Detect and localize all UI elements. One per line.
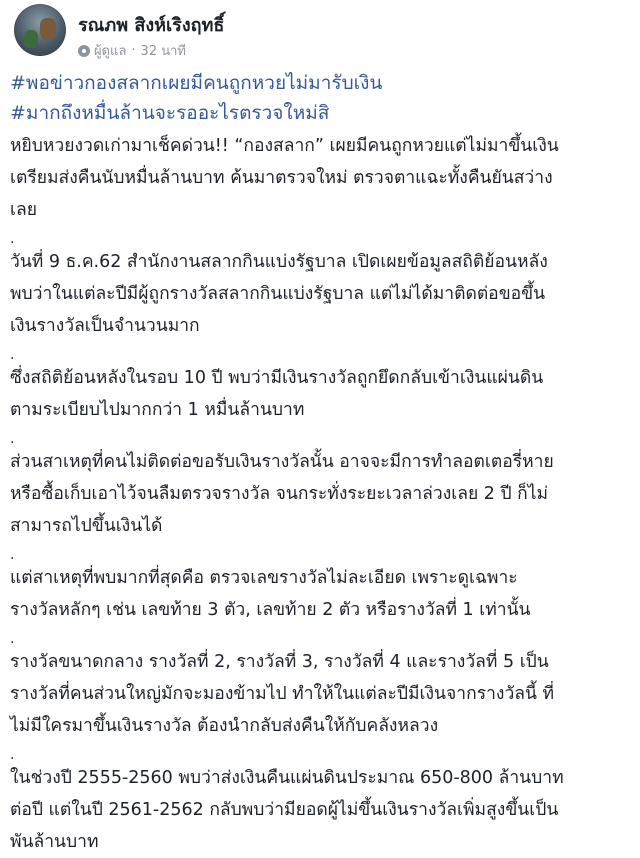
role-label: ผู้ดูแล: [94, 44, 127, 59]
meta-separator: ·: [131, 43, 136, 58]
post-text-line: พบว่าในแต่ละปีมีผู้ถูกรางวัลสลากกินแบ่งรัฐบาล แต่ไม่ได้มาติดต่อขอขึ้น: [10, 284, 546, 304]
post-text-line: วันที่ 9 ธ.ค.62 สำนักงานสลากกินแบ่งรัฐบาล เปิดเผยข้อมูลสถิติย้อนหลัง: [10, 252, 548, 272]
avatar-detail: [24, 30, 38, 48]
post-timestamp[interactable]: 32 นาที: [140, 44, 186, 59]
post-text-line: ซึ่งสถิติย้อนหลังในรอบ 10 ปี พบว่ามีเงินรางวัลถูกยึดกลับเข้าเงินแผ่นดิน: [10, 368, 544, 388]
post-text-line: เงินรางวัลเป็นจำนวนมาก: [10, 316, 200, 336]
post-text-line: สามารถไปขึ้นเงินได้: [10, 516, 163, 536]
post-text-line: พันล้านบาท: [10, 832, 99, 852]
hashtag-link[interactable]: #พอข่าวกองสลากเผยมีคนถูกหวยไม่มารับเงิน: [10, 72, 383, 94]
post-header: [14, 4, 614, 62]
post-text-line: หยิบหวยงวดเก่ามาเช็คด่วน!! “กองสลาก” เผยมีคนถูกหวยแต่ไม่มาขึ้นเงิน: [10, 136, 559, 156]
author-name[interactable]: รณภพ สิงห์เริงฤทธิ์: [78, 15, 225, 36]
post-text-line: ตามระเบียบไปมากกว่า 1 หมื่นล้านบาท: [10, 400, 305, 420]
author-avatar[interactable]: [14, 4, 66, 56]
paragraph-separator: .: [10, 547, 15, 563]
post-text-line: ส่วนสาเหตุที่คนไม่ติดต่อขอรับเงินรางวัลนั้น อาจจะมีการทำลอตเตอรี่หาย: [10, 452, 554, 472]
paragraph-separator: .: [10, 431, 15, 447]
post-text-line: รางวัลที่คนส่วนใหญ่มักจะมองข้ามไป ทำให้ในแต่ละปีมีเงินจากรางวัลนี้ ที่: [10, 684, 555, 704]
post-text-line: รางวัลหลักๆ เช่น เลขท้าย 3 ตัว, เลขท้าย 2 ตัว หรือรางวัลที่ 1 เท่านั้น: [10, 600, 531, 620]
paragraph-separator: .: [10, 347, 15, 363]
post-text-line: ต่อปี แต่ในปี 2561-2562 กลับพบว่ามียอดผู้ไม่ขึ้นเงินรางวัลเพิ่มสูงขึ้นเป็น: [10, 800, 559, 820]
post-text-line: แต่สาเหตุที่พบมากที่สุดคือ ตรวจเลขรางวัลไม่ละเอียด เพราะดูเฉพาะ: [10, 568, 518, 588]
hashtag-list: [10, 68, 630, 128]
post-text-line: เตรียมส่งคืนนับหมื่นล้านบาท ค้นมาตรวจใหม่ ตรวจตาแฉะทั้งคืนยันสว่าง: [10, 168, 553, 188]
paragraph-separator: .: [10, 747, 15, 763]
avatar-detail: [40, 18, 56, 40]
hashtag-link[interactable]: #มากถึงหมื่นล้านจะรออะไรตรวจใหม่สิ: [10, 102, 330, 124]
post-text-line: รางวัลขนาดกลาง รางวัลที่ 2, รางวัลที่ 3, รางวัลที่ 4 และรางวัลที่ 5 เป็น: [10, 652, 549, 672]
post-text-line: หรือซื้อเก็บเอาไว้จนลืมตรวจรางวัล จนกระทั่งระยะเวลาล่วงเลย 2 ปี ก็ไม่: [10, 484, 549, 504]
post-text-line: ไม่มีใครมาขึ้นเงินรางวัล ต้องนำกลับส่งคืนให้กับคลังหลวง: [10, 716, 439, 736]
paragraph-separator: .: [10, 631, 15, 647]
post-body: [10, 130, 630, 858]
post-meta: [78, 40, 186, 61]
post-text-line: เลย: [10, 200, 37, 220]
paragraph-separator: .: [10, 231, 15, 247]
post-text-line: ในช่วงปี 2555-2560 พบว่าส่งเงินคืนแผ่นดินประมาณ 650-800 ล้านบาท: [10, 768, 564, 788]
admin-badge-icon: [78, 45, 90, 57]
